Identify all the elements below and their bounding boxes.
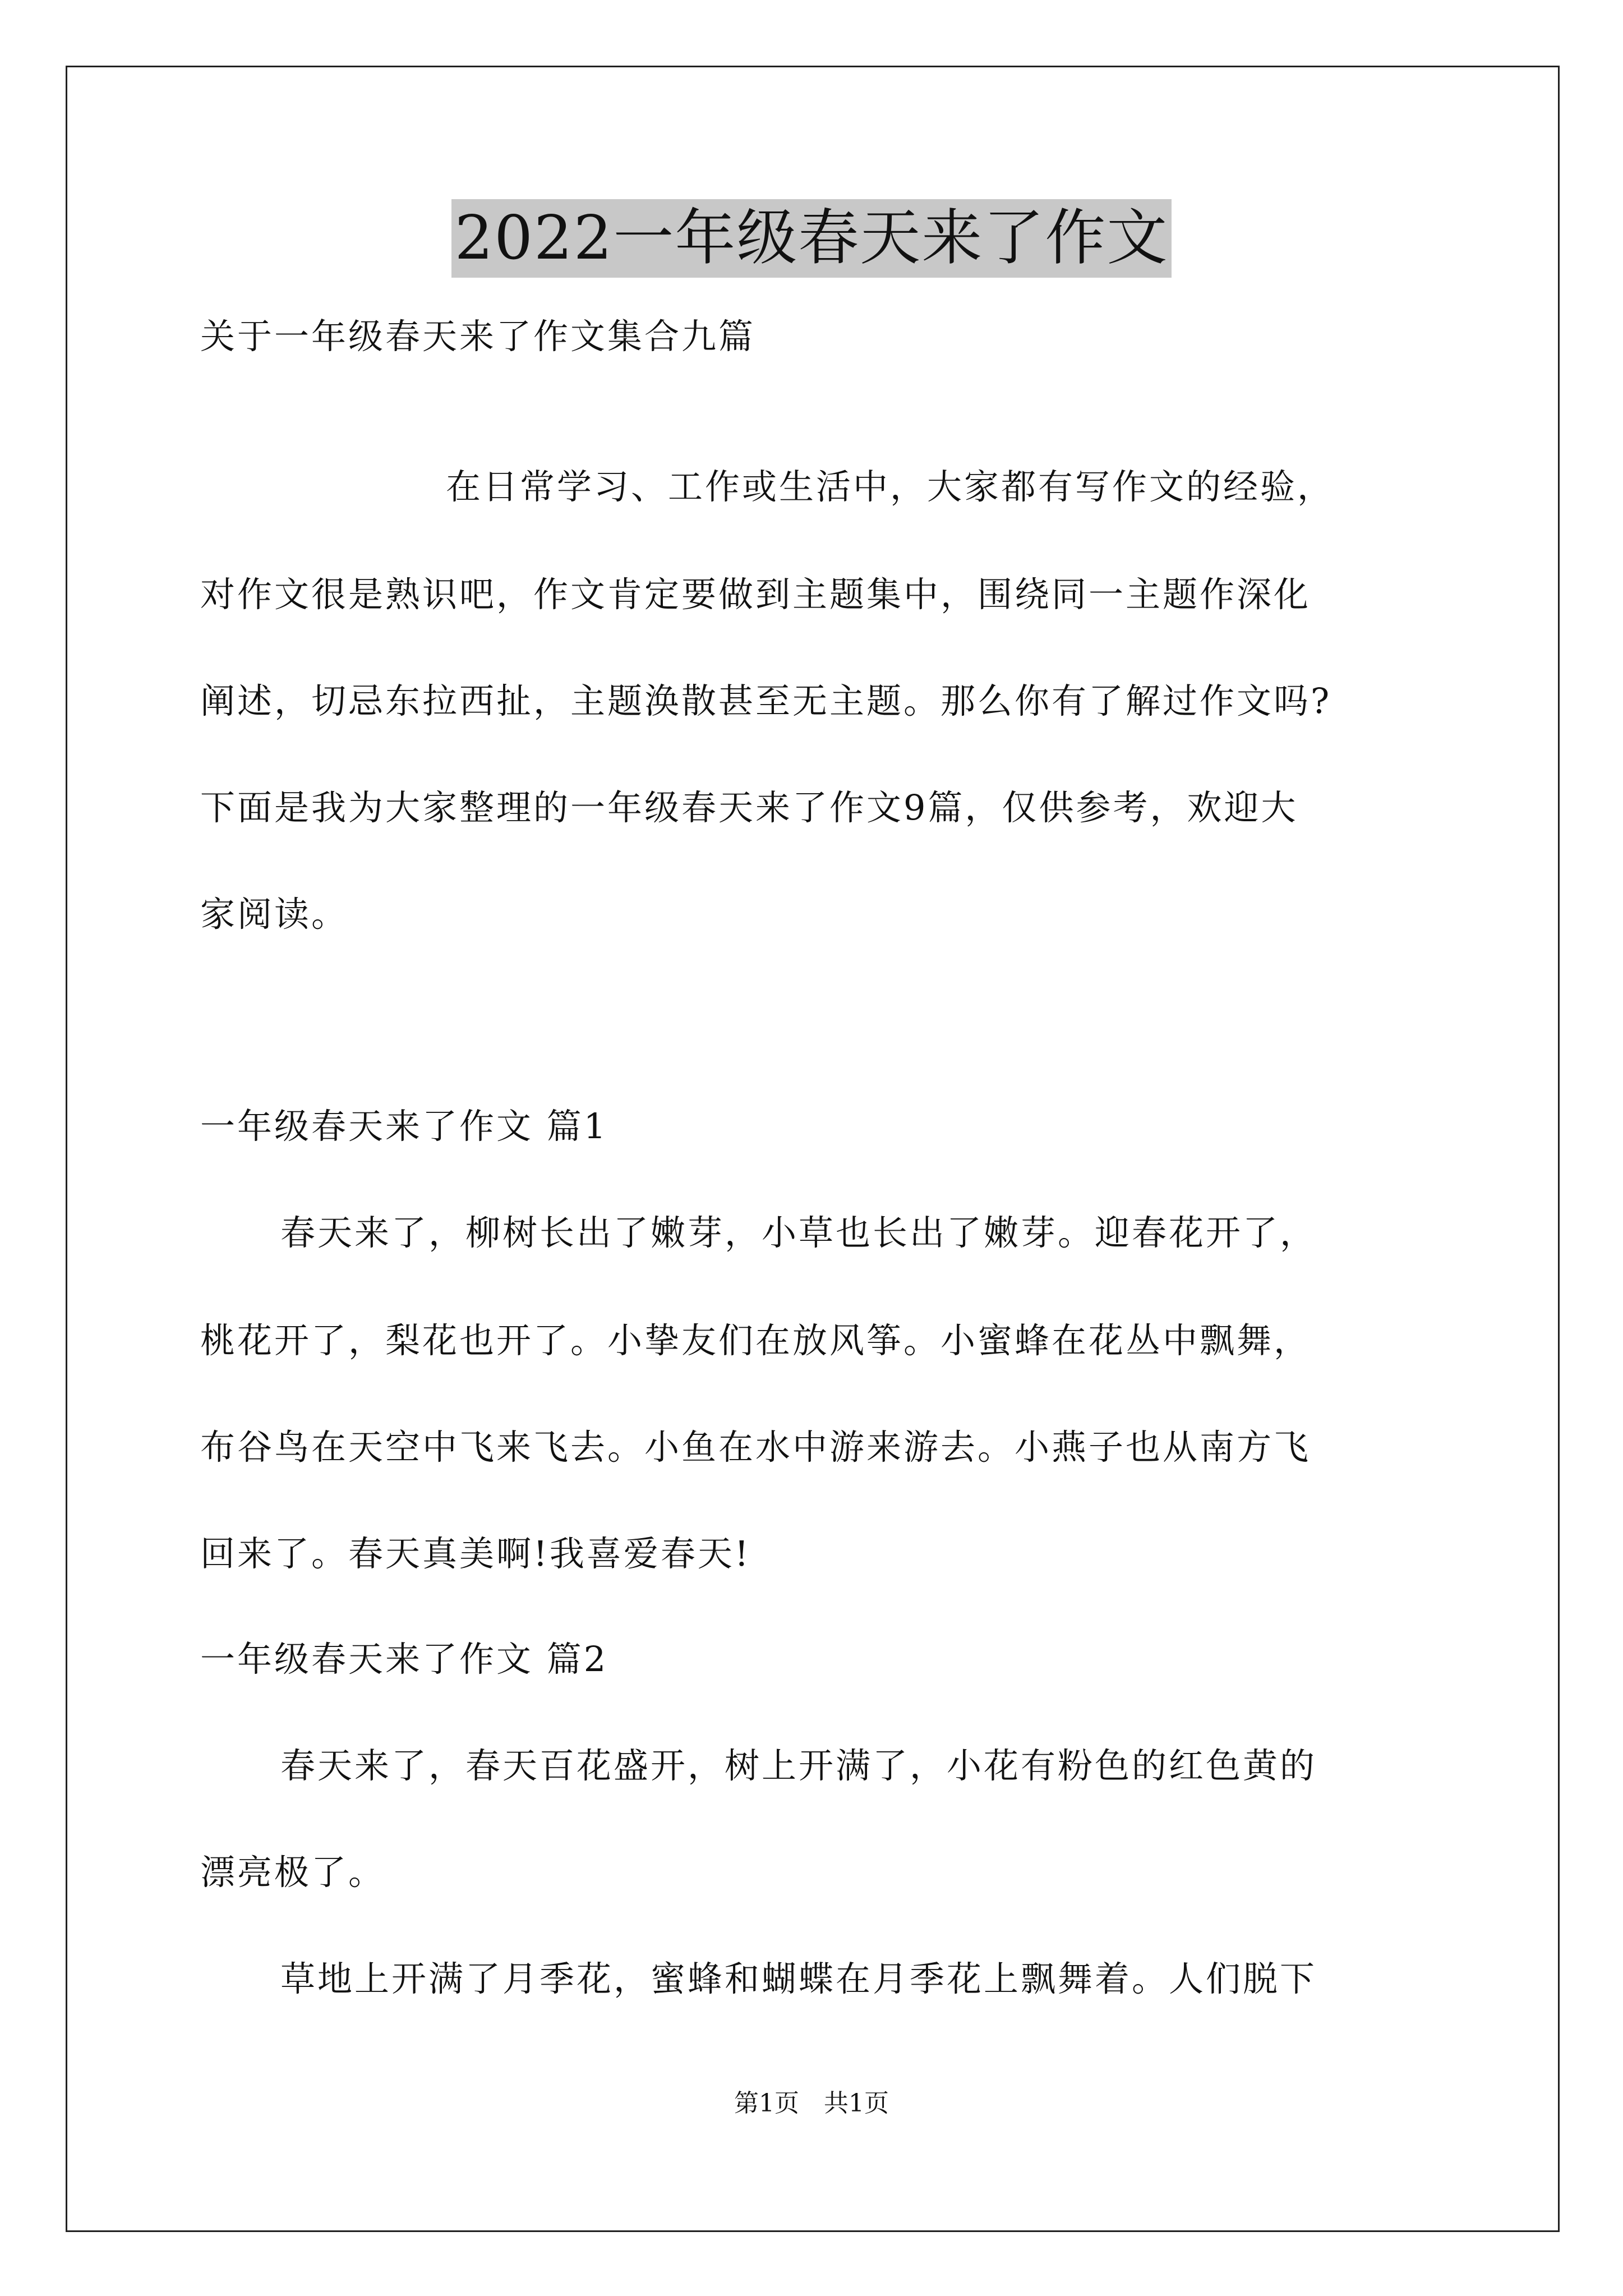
intro-line: 下面是我为大家整理的一年级春天来了作文9篇，仅供参考，欢迎大 <box>200 787 1298 828</box>
page-border <box>66 66 1560 2232</box>
section-heading: 一年级春天来了作文 篇2 <box>200 1639 608 1680</box>
paragraph-line: 草地上开满了月季花，蜜蜂和蝴蝶在月季花上飘舞着。人们脱下 <box>280 1958 1317 1999</box>
paragraph-line: 桃花开了，梨花也开了。小挚友们在放风筝。小蜜蜂在花丛中飘舞， <box>200 1320 1311 1361</box>
intro-line: 阐述，切忌东拉西扯，主题涣散甚至无主题。那么你有了解过作文吗? <box>200 680 1332 721</box>
paragraph-line: 春天来了，柳树长出了嫩芽，小草也长出了嫩芽。迎春花开了， <box>280 1212 1317 1253</box>
paragraph-line: 春天来了，春天百花盛开，树上开满了，小花有粉色的红色黄的 <box>280 1745 1317 1786</box>
page-total: 共1页 <box>824 2089 889 2118</box>
paragraph-line: 漂亮极了。 <box>200 1852 386 1893</box>
intro-line: 在日常学习、工作或生活中，大家都有写作文的经验， <box>446 466 1335 507</box>
document-subtitle: 关于一年级春天来了作文集合九篇 <box>200 316 756 357</box>
intro-line: 对作文很是熟识吧，作文肯定要做到主题集中，围绕同一主题作深化 <box>200 574 1311 615</box>
document-title: 2022一年级春天来了作文 <box>451 199 1172 278</box>
section-heading: 一年级春天来了作文 篇1 <box>200 1106 608 1147</box>
paragraph-line: 布谷鸟在天空中飞来飞去。小鱼在水中游来游去。小燕子也从南方飞 <box>200 1427 1311 1467</box>
intro-line: 家阅读。 <box>200 894 349 935</box>
page-footer <box>0 2087 1623 2120</box>
paragraph-line: 回来了。春天真美啊!我喜爱春天! <box>200 1533 751 1574</box>
title-container <box>0 199 1623 278</box>
page-number: 第1页 <box>734 2089 799 2118</box>
